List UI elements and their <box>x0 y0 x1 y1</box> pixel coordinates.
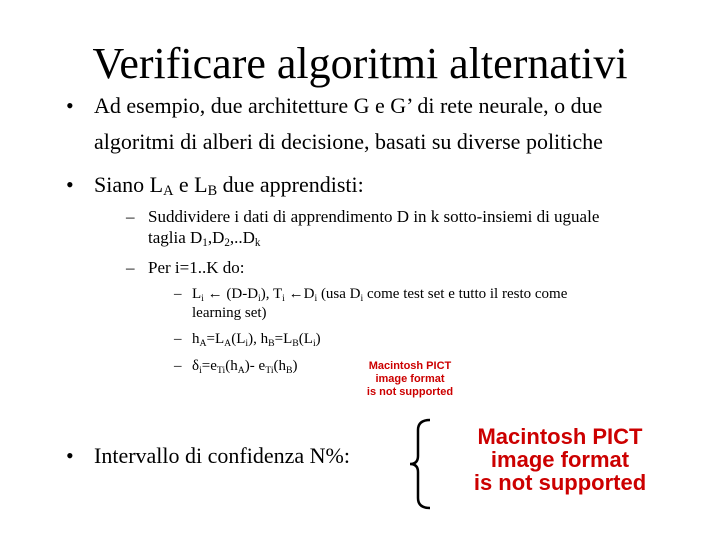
dash-marker: – <box>126 207 135 226</box>
sub-bullet-1-line-2 <box>148 227 599 248</box>
subsub-bullet-2 <box>174 330 321 349</box>
pict-small-line: Macintosh PICT <box>368 360 452 372</box>
subsub-bullet-3 <box>174 357 298 376</box>
bullet-2 <box>66 167 364 203</box>
bullet-3 <box>66 438 350 474</box>
subscript-2: 2 <box>224 237 230 249</box>
subscript-1: 1 <box>202 237 208 249</box>
sub-bullet-1 <box>126 206 600 249</box>
sub-bullet-2-text: Per i=1..K do: <box>148 258 245 277</box>
dash-marker: – <box>174 358 182 374</box>
subscript-a: A <box>163 183 174 199</box>
bullet-1-line-2: algoritmi di alberi di decisione, basati su diverse politiche <box>94 129 603 154</box>
pict-placeholder-large <box>430 425 690 494</box>
bullet-1 <box>66 88 603 160</box>
left-brace-icon <box>408 418 432 510</box>
pict-large-line: image format <box>490 447 630 472</box>
sub-bullet-1-line-1: Suddividere i dati di apprendimento D in k sotto-insiemi di uguale <box>148 207 600 226</box>
pict-large-line: is not supported <box>473 470 647 495</box>
sub-bullet-2 <box>126 257 245 278</box>
bullet-2-text-mid: e L <box>173 172 208 197</box>
subsub-bullet-2-text: $h_A=L_A(L_i)$, $h_B=L_B(L_i)$ <box>192 331 321 349</box>
dash-marker: – <box>174 286 182 302</box>
pict-large-line: Macintosh PICT <box>477 424 643 449</box>
dash-marker: – <box>174 331 182 347</box>
sub-bullet-1-line-2-pre: taglia D <box>148 228 203 247</box>
dash-marker: – <box>126 258 135 277</box>
subsub-bullet-3-text: $\delta_i=e_{Ti}(h_A)-$ $e_{Ti}(h_B)$ <box>192 358 298 376</box>
bullet-2-text-pre: Siano L <box>94 172 164 197</box>
sub-bullet-1-line-2-mid: ,D <box>207 228 225 247</box>
bullet-marker: • <box>66 172 74 197</box>
bullet-3-text: Intervallo di confidenza N%: <box>94 443 350 468</box>
subsub-bullet-1-line-1: $L_i$ ← $(D-D_i)$, $T_i$ $\leftarrow D_i$ (usa $D_i$ come test set e tutto il resto come <box>192 286 568 304</box>
pict-small-line: is not supported <box>366 386 454 398</box>
subscript-b: B <box>207 183 218 199</box>
bullet-1-line-1: Ad esempio, due architetture G e G’ di rete neurale, o due <box>94 93 603 118</box>
subsub-bullet-1 <box>174 285 662 323</box>
subsub-bullet-1-line-2: learning set) <box>192 305 267 321</box>
bullet-marker: • <box>66 93 74 118</box>
pict-small-line: image format <box>375 373 445 385</box>
sub-bullet-1-line-2-mid2: ,..D <box>229 228 255 247</box>
slide-title: Verificare algoritmi alternativi <box>92 39 628 88</box>
bullet-marker: • <box>66 443 74 468</box>
subscript-k: k <box>254 237 261 249</box>
bullet-2-text-post: due apprendisti: <box>217 172 364 197</box>
pict-placeholder-small <box>350 360 470 399</box>
